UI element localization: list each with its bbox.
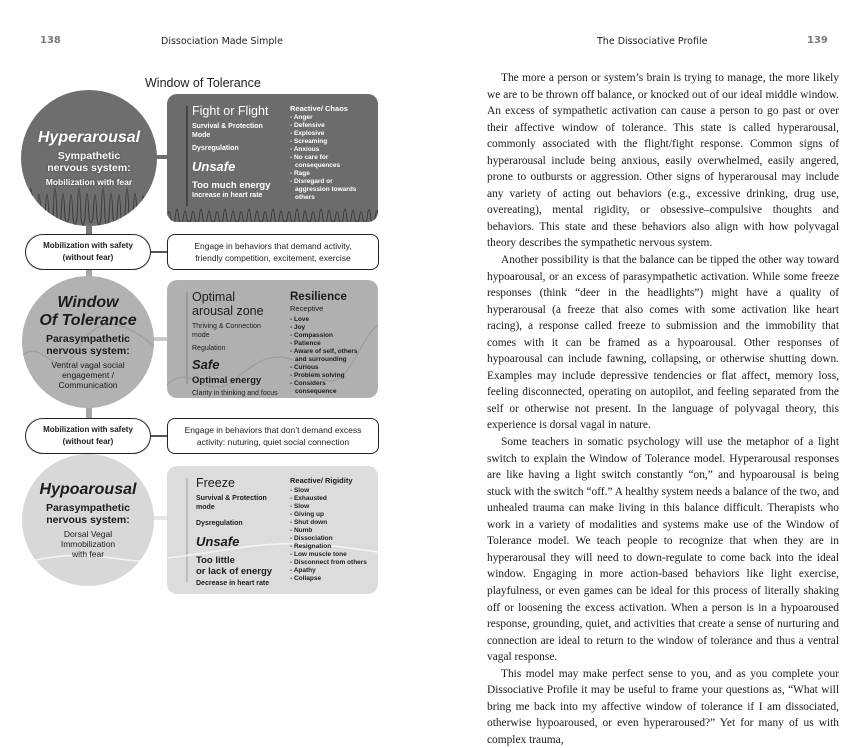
paragraph: Some teachers in somatic psychology will use the metaphor of a light switch to explain the Window of Tolerance model. Hyperarousal responses are like having a light switch constantly “on,” and hypoarousal is being stuck with the switch “off.” A healthy system needs a balance of the two, and unhealed trauma can make living in this balance difficult. Therapists who work in a variety of modalities and systems make use of the Window of Tolerance model. We teach people to recognize that when they are in hyperarousal they will need to down-regulate to come back into the ideal window. Engaging in more action-based behaviors like light exercise, playfulness, or even games can be ideal for this process of literally shaking off or loosening the excess activation. When a person is in a hypoaroused response, grounding, quiet, and activities that create a sense of nurturing and connection are ideal to return to the window of tolerance and thus a ventral vagal response. <box>487 436 839 664</box>
window-detail: Ventral vagal social engagement / Communication <box>51 360 125 390</box>
paragraph: Another possibility is that the balance can be tipped the other way toward hypoarousal, or an excess of parasympathetic activation. While some freeze responses (think “deer in the headlights”) might have a quality of hyperarousal (a freeze that also comes with some activation like heart racing), a response called freeze to submission and the immobility that comes with it can be framed as a hypoarousal. Other responses of hypoarousal can include fawning, collapsing, or otherwise shutting down. Examples may include depressive tendencies or flat affect, memory loss, feeling disconnected, operating on autopilot, and feeling separated from the self or otherwise not present. In the language of polyvagal theory, this experience is dorsal vagal in nature. <box>487 254 839 432</box>
list-item: - No care for <box>290 154 329 161</box>
window-of-tolerance-circle <box>22 276 154 408</box>
divider-bar <box>186 478 188 582</box>
receptive-label: Receptive <box>290 304 324 313</box>
resilience-heading: Resilience <box>290 291 347 303</box>
reactive-rigidity-heading: Reactive/ Rigidity <box>290 476 353 485</box>
list-item: - Problem solving <box>290 372 345 379</box>
list-item: aggression towards <box>295 186 357 193</box>
list-item: - Low muscle tone <box>290 551 347 558</box>
optimal-arousal-box <box>167 280 378 398</box>
list-item: - Love <box>290 316 310 323</box>
paragraph: This model may make perfect sense to you, and as you complete your Dissociative Profile it may be useful to frame your questions as, “What will bring me back into my affective window of tolerance if I am dissociated, otherwise hypoaroused, or even hyperaroused?” Yet for many of us with complex trauma, <box>487 667 839 746</box>
engage-line: Engage in behaviors that demand activity, <box>194 241 352 251</box>
mode-label: Thriving & Connection mode <box>192 323 261 339</box>
list-item: - Collapse <box>290 575 322 582</box>
resilience-list <box>290 316 378 396</box>
mobilization-pill-lower <box>25 418 151 454</box>
list-item: - Considers <box>290 380 326 387</box>
list-item: - Patience <box>290 340 321 347</box>
clarity-label: Clarity in thinking and focus <box>192 390 278 397</box>
engage-line: activity: nuturing, quiet social connection <box>196 437 350 447</box>
list-item: - Aware of self, others <box>290 348 358 355</box>
hyperarousal-title: Hyperarousal <box>37 129 141 146</box>
fight-or-flight-heading: Fight or Flight <box>192 104 269 118</box>
heart-rate-label: Decrease in heart rate <box>196 580 270 587</box>
list-item: - Shut down <box>290 519 328 526</box>
left-running-head: Dissociation Made Simple <box>161 36 283 47</box>
list-item: - Anger <box>290 114 313 121</box>
hypoarousal-circle <box>22 454 154 586</box>
energy-line1: Too little <box>196 555 235 566</box>
list-item: - Anxious <box>290 146 320 153</box>
list-item: - Slow <box>290 487 310 494</box>
window-subtitle: Parasympathetic nervous system: <box>45 333 131 357</box>
list-item: and surrounding <box>295 356 347 363</box>
list-item: - Exhausted <box>290 495 327 502</box>
list-item: - Disconnect from others <box>290 559 367 566</box>
list-item: - Explosive <box>290 130 325 137</box>
list-item: - Numb <box>290 527 313 534</box>
hyperarousal-subtitle: Sympathetic nervous system: <box>47 150 131 174</box>
list-item: - Rage <box>290 170 310 177</box>
connector-pill-1 <box>148 251 168 253</box>
paragraph: The more a person or system’s brain is trying to manage, the more likely we are to be thrown off balance, or knocked out of our ideal middle window. An excess of sympathetic activation can cause a person to go past or over their affective window of tolerance. This state is called hyperarousal, commonly associated with the flight/fight response. Common signs of hyperarousal include being anxious, easily overwhelmed, easily angered, prone to outbursts or aggression. Other signs of hyperarousal may include any variety of acting out behaviors (e.g., excessive drinking, drug use, overeating), mental rigidity, or obsessive–compulsive thoughts and behaviors. This state and these behaviors also align with how polyvagal theory describes the sympathetic nervous system. <box>487 72 839 250</box>
divider-bar <box>186 292 188 384</box>
engage-line: friendly competition, excitement, exercise <box>195 253 351 263</box>
window-title-line1: Window <box>57 294 119 311</box>
list-item: consequence <box>295 388 337 395</box>
hypoarousal-title: Hypoarousal <box>39 481 137 498</box>
mode-label: Survival & Protection mode <box>196 495 267 511</box>
reactive-chaos-heading: Reactive/ Chaos <box>290 104 348 113</box>
list-item: - Apathy <box>290 567 316 574</box>
optimal-heading-line1: Optimal <box>192 290 236 304</box>
energy-label: Optimal energy <box>192 375 262 386</box>
right-page-number: 139 <box>807 35 828 46</box>
list-item: - Curious <box>290 364 319 371</box>
mode-label: Survival & Protection Mode <box>192 123 263 139</box>
hyperarousal-detail: Mobilization with fear <box>45 177 133 187</box>
safety-label: Unsafe <box>192 159 236 174</box>
body-text <box>487 70 839 748</box>
optimal-heading-line2: arousal zone <box>192 304 264 318</box>
mobilization-pill-upper <box>25 234 151 270</box>
hypoarousal-detail: Dorsal Vegal Immobilization with fear <box>60 529 116 559</box>
list-item: - Giving up <box>290 511 324 518</box>
heart-rate-label: Increase in heart rate <box>192 192 263 199</box>
pill-line: Mobilization with safety <box>43 425 133 434</box>
window-title-line2: Of Tolerance <box>39 312 137 329</box>
reactive-rigidity-list <box>290 487 378 583</box>
pill-line: (without fear) <box>62 253 114 262</box>
diagram-title: Window of Tolerance <box>145 76 261 90</box>
freeze-box <box>167 466 378 594</box>
safety-label: Unsafe <box>196 534 240 549</box>
list-item: - Defensive <box>290 122 325 129</box>
left-page-number: 138 <box>40 35 61 46</box>
list-item: - Slow <box>290 503 310 510</box>
energy-line2: or lack of energy <box>196 566 273 577</box>
right-running-head: The Dissociative Profile <box>597 36 708 47</box>
list-item: - Joy <box>290 324 306 331</box>
list-item: - Resignation <box>290 543 332 550</box>
hyperarousal-circle <box>21 90 157 226</box>
engage-box-lower <box>167 418 379 454</box>
list-item: - Dissociation <box>290 535 333 542</box>
regulation-label: Dysregulation <box>192 145 239 152</box>
energy-label: Too much energy <box>192 180 271 191</box>
freeze-heading: Freeze <box>196 476 235 490</box>
divider-bar <box>186 106 188 206</box>
list-item: - Compassion <box>290 332 333 339</box>
engage-box-upper <box>167 234 379 270</box>
pill-line: (without fear) <box>62 437 114 446</box>
engage-line: Engage in behaviors that don’t demand excess <box>184 425 362 435</box>
regulation-label: Dysregulation <box>196 520 243 527</box>
safety-label: Safe <box>192 357 220 372</box>
list-item: - Disregard or <box>290 178 333 185</box>
connector-pill-2 <box>148 435 168 437</box>
reactive-chaos-list <box>290 114 378 202</box>
fight-or-flight-box <box>167 94 378 222</box>
list-item: others <box>295 194 315 201</box>
pill-line: Mobilization with safety <box>43 241 133 250</box>
list-item: consequences <box>295 162 341 169</box>
list-item: - Screaming <box>290 138 328 145</box>
regulation-label: Regulation <box>192 345 226 352</box>
hypoarousal-subtitle: Parasympathetic nervous system: <box>45 502 131 526</box>
